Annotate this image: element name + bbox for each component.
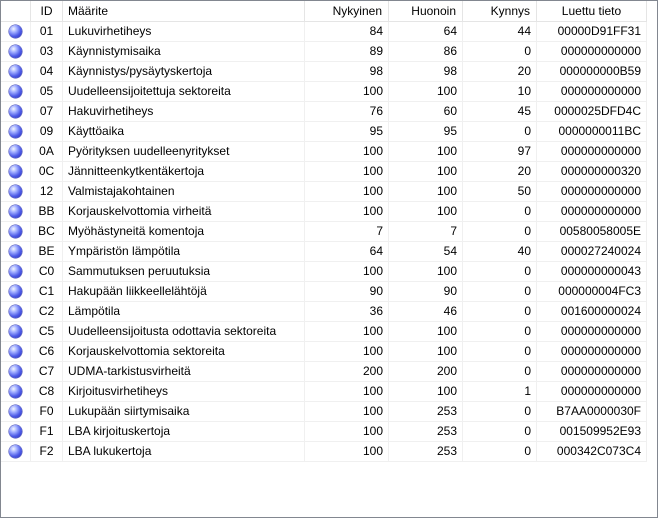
status-orb-icon	[1, 322, 31, 342]
cell-current: 100	[305, 442, 389, 462]
status-orb-icon	[1, 102, 31, 122]
cell-current: 36	[305, 302, 389, 322]
cell-current: 200	[305, 362, 389, 382]
cell-id: C1	[31, 282, 63, 302]
status-orb-icon	[1, 142, 31, 162]
blue-orb-icon	[9, 225, 22, 238]
cell-current: 100	[305, 402, 389, 422]
cell-current: 100	[305, 142, 389, 162]
cell-threshold: 20	[463, 62, 537, 82]
status-orb-icon	[1, 282, 31, 302]
cell-attribute: Korjauskelvottomia virheitä	[63, 202, 305, 222]
cell-threshold: 50	[463, 182, 537, 202]
cell-threshold: 0	[463, 342, 537, 362]
cell-attribute: LBA kirjoituskertoja	[63, 422, 305, 442]
cell-current: 89	[305, 42, 389, 62]
blue-orb-icon	[9, 445, 22, 458]
cell-attribute: Käynnistymisaika	[63, 42, 305, 62]
cell-current: 90	[305, 282, 389, 302]
cell-id: 04	[31, 62, 63, 82]
cell-current: 100	[305, 342, 389, 362]
cell-id: F2	[31, 442, 63, 462]
cell-worst: 100	[389, 162, 463, 182]
smart-table	[1, 1, 647, 462]
cell-current: 7	[305, 222, 389, 242]
blue-orb-icon	[9, 125, 22, 138]
cell-worst: 64	[389, 22, 463, 42]
blue-orb-icon	[9, 345, 22, 358]
column-header-current[interactable]: Nykyinen	[305, 1, 389, 22]
status-orb-icon	[1, 302, 31, 322]
status-orb-icon	[1, 22, 31, 42]
cell-worst: 90	[389, 282, 463, 302]
cell-current: 98	[305, 62, 389, 82]
cell-worst: 253	[389, 402, 463, 422]
cell-raw-value: 000000000000	[537, 142, 647, 162]
status-orb-icon	[1, 402, 31, 422]
blue-orb-icon	[9, 145, 22, 158]
blue-orb-icon	[9, 265, 22, 278]
cell-raw-value: 000000000000	[537, 182, 647, 202]
cell-raw-value: 000000000000	[537, 362, 647, 382]
cell-raw-value: 000342C073C4	[537, 442, 647, 462]
cell-raw-value: 000000000000	[537, 42, 647, 62]
cell-raw-value: 00580058005E	[537, 222, 647, 242]
cell-id: BB	[31, 202, 63, 222]
cell-attribute: Sammutuksen peruutuksia	[63, 262, 305, 282]
cell-threshold: 10	[463, 82, 537, 102]
cell-worst: 100	[389, 202, 463, 222]
cell-attribute: UDMA-tarkistusvirheitä	[63, 362, 305, 382]
cell-id: F0	[31, 402, 63, 422]
cell-current: 95	[305, 122, 389, 142]
cell-raw-value: 001509952E93	[537, 422, 647, 442]
cell-raw-value: 000000000000	[537, 82, 647, 102]
cell-threshold: 0	[463, 362, 537, 382]
cell-current: 100	[305, 322, 389, 342]
cell-current: 100	[305, 202, 389, 222]
column-header-threshold[interactable]: Kynnys	[463, 1, 537, 22]
cell-raw-value: 000000000B59	[537, 62, 647, 82]
cell-attribute: Kirjoitusvirhetiheys	[63, 382, 305, 402]
cell-current: 100	[305, 182, 389, 202]
cell-id: 05	[31, 82, 63, 102]
blue-orb-icon	[9, 25, 22, 38]
cell-current: 100	[305, 382, 389, 402]
cell-attribute: Käyttöaika	[63, 122, 305, 142]
status-orb-icon	[1, 162, 31, 182]
status-orb-icon	[1, 422, 31, 442]
blue-orb-icon	[9, 325, 22, 338]
cell-worst: 98	[389, 62, 463, 82]
blue-orb-icon	[9, 245, 22, 258]
cell-raw-value: 000027240024	[537, 242, 647, 262]
cell-raw-value: 000000000043	[537, 262, 647, 282]
blue-orb-icon	[9, 425, 22, 438]
cell-current: 100	[305, 422, 389, 442]
cell-worst: 46	[389, 302, 463, 322]
cell-id: BC	[31, 222, 63, 242]
cell-threshold: 20	[463, 162, 537, 182]
cell-attribute: Hakuvirhetiheys	[63, 102, 305, 122]
status-orb-icon	[1, 382, 31, 402]
cell-id: F1	[31, 422, 63, 442]
blue-orb-icon	[9, 405, 22, 418]
cell-current: 84	[305, 22, 389, 42]
cell-threshold: 0	[463, 422, 537, 442]
cell-raw-value: 000000000000	[537, 322, 647, 342]
cell-worst: 253	[389, 442, 463, 462]
cell-raw-value: 000000000000	[537, 342, 647, 362]
cell-worst: 100	[389, 142, 463, 162]
cell-worst: 253	[389, 422, 463, 442]
status-orb-icon	[1, 262, 31, 282]
cell-id: C7	[31, 362, 63, 382]
cell-attribute: Uudelleensijoitusta odottavia sektoreita	[63, 322, 305, 342]
cell-threshold: 45	[463, 102, 537, 122]
cell-threshold: 97	[463, 142, 537, 162]
cell-raw-value: 00000D91FF31	[537, 22, 647, 42]
cell-id: C5	[31, 322, 63, 342]
cell-threshold: 0	[463, 122, 537, 142]
cell-id: 07	[31, 102, 63, 122]
cell-threshold: 44	[463, 22, 537, 42]
cell-current: 100	[305, 262, 389, 282]
status-orb-icon	[1, 62, 31, 82]
blue-orb-icon	[9, 365, 22, 378]
cell-raw-value: 000000000320	[537, 162, 647, 182]
cell-threshold: 40	[463, 242, 537, 262]
cell-attribute: Lämpötila	[63, 302, 305, 322]
cell-threshold: 0	[463, 402, 537, 422]
status-orb-icon	[1, 442, 31, 462]
status-orb-icon	[1, 82, 31, 102]
blue-orb-icon	[9, 45, 22, 58]
cell-raw-value: 0000000011BC	[537, 122, 647, 142]
status-orb-icon	[1, 42, 31, 62]
cell-worst: 100	[389, 342, 463, 362]
cell-id: 03	[31, 42, 63, 62]
cell-id: C0	[31, 262, 63, 282]
cell-attribute: Jännitteenkytkentäkertoja	[63, 162, 305, 182]
cell-worst: 86	[389, 42, 463, 62]
cell-attribute: Myöhästyneitä komentoja	[63, 222, 305, 242]
cell-attribute: Hakupään liikkeellelähtöjä	[63, 282, 305, 302]
cell-threshold: 0	[463, 302, 537, 322]
status-orb-icon	[1, 342, 31, 362]
status-orb-icon	[1, 222, 31, 242]
cell-attribute: LBA lukukertoja	[63, 442, 305, 462]
cell-worst: 95	[389, 122, 463, 142]
status-orb-icon	[1, 122, 31, 142]
cell-worst: 200	[389, 362, 463, 382]
cell-current: 64	[305, 242, 389, 262]
blue-orb-icon	[9, 85, 22, 98]
cell-threshold: 0	[463, 262, 537, 282]
cell-threshold: 0	[463, 222, 537, 242]
cell-threshold: 0	[463, 42, 537, 62]
cell-worst: 100	[389, 382, 463, 402]
cell-attribute: Uudelleensijoitettuja sektoreita	[63, 82, 305, 102]
cell-worst: 100	[389, 82, 463, 102]
cell-raw-value: 000000000000	[537, 202, 647, 222]
cell-id: 0C	[31, 162, 63, 182]
cell-id: 01	[31, 22, 63, 42]
cell-attribute: Valmistajakohtainen	[63, 182, 305, 202]
column-header-raw-value[interactable]: Luettu tieto	[537, 1, 647, 22]
cell-current: 76	[305, 102, 389, 122]
status-orb-icon	[1, 182, 31, 202]
cell-worst: 54	[389, 242, 463, 262]
cell-threshold: 1	[463, 382, 537, 402]
cell-id: C6	[31, 342, 63, 362]
status-orb-icon	[1, 242, 31, 262]
cell-threshold: 0	[463, 202, 537, 222]
column-header-attribute[interactable]: Määrite	[63, 1, 305, 22]
cell-threshold: 0	[463, 322, 537, 342]
cell-id: BE	[31, 242, 63, 262]
cell-id: 09	[31, 122, 63, 142]
column-header-id[interactable]: ID	[31, 1, 63, 22]
cell-attribute: Korjauskelvottomia sektoreita	[63, 342, 305, 362]
cell-attribute: Lukuvirhetiheys	[63, 22, 305, 42]
cell-worst: 100	[389, 262, 463, 282]
cell-raw-value: 000000000000	[537, 382, 647, 402]
blue-orb-icon	[9, 165, 22, 178]
cell-current: 100	[305, 82, 389, 102]
blue-orb-icon	[9, 305, 22, 318]
cell-raw-value: B7AA0000030F	[537, 402, 647, 422]
blue-orb-icon	[9, 205, 22, 218]
cell-id: 0A	[31, 142, 63, 162]
cell-threshold: 0	[463, 282, 537, 302]
blue-orb-icon	[9, 285, 22, 298]
cell-id: C2	[31, 302, 63, 322]
cell-id: 12	[31, 182, 63, 202]
cell-worst: 100	[389, 322, 463, 342]
status-orb-icon	[1, 362, 31, 382]
cell-attribute: Käynnistys/pysäytyskertoja	[63, 62, 305, 82]
cell-raw-value: 001600000024	[537, 302, 647, 322]
cell-attribute: Lukupään siirtymisaika	[63, 402, 305, 422]
cell-attribute: Ympäristön lämpötila	[63, 242, 305, 262]
blue-orb-icon	[9, 105, 22, 118]
cell-raw-value: 0000025DFD4C	[537, 102, 647, 122]
cell-threshold: 0	[463, 442, 537, 462]
column-header-worst[interactable]: Huonoin	[389, 1, 463, 22]
blue-orb-icon	[9, 65, 22, 78]
cell-worst: 7	[389, 222, 463, 242]
cell-id: C8	[31, 382, 63, 402]
cell-worst: 60	[389, 102, 463, 122]
column-header-icon[interactable]	[1, 1, 31, 22]
cell-attribute: Pyörityksen uudelleenyritykset	[63, 142, 305, 162]
blue-orb-icon	[9, 185, 22, 198]
cell-raw-value: 000000004FC3	[537, 282, 647, 302]
status-orb-icon	[1, 202, 31, 222]
cell-worst: 100	[389, 182, 463, 202]
blue-orb-icon	[9, 385, 22, 398]
cell-current: 100	[305, 162, 389, 182]
